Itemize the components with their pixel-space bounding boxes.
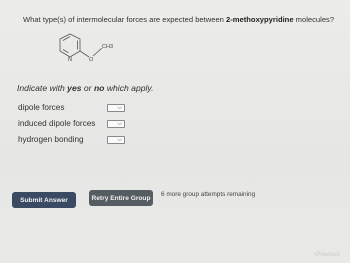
instruction-text bbox=[17, 83, 153, 93]
instruction-no: no bbox=[93, 83, 105, 93]
ring-double-bond bbox=[63, 50, 69, 53]
submit-answer-button[interactable]: Submit Answer bbox=[12, 192, 76, 208]
instruction-yes: yes bbox=[67, 83, 82, 93]
instruction-middle: or bbox=[81, 83, 94, 93]
compound-name: 2-methoxypyridine bbox=[226, 15, 294, 24]
pyridine-ring bbox=[60, 34, 80, 57]
o-ch3-bond bbox=[93, 48, 102, 56]
chevron-down-icon: ⌵ bbox=[117, 137, 122, 143]
retry-entire-group-button[interactable]: Retry Entire Group bbox=[89, 190, 153, 206]
question-prefix: What type(s) of intermolecular forces are expected between bbox=[23, 15, 227, 24]
nitrogen-label: N bbox=[68, 57, 72, 63]
option-label-induced-dipole-forces: induced dipole forces bbox=[18, 119, 96, 128]
chevron-left-icon: ‹ bbox=[314, 251, 317, 258]
previous-label: Previous bbox=[316, 252, 340, 258]
option-label-hydrogen-bonding: hydrogen bonding bbox=[18, 135, 84, 144]
select-induced-dipole-forces[interactable] bbox=[107, 120, 125, 128]
question-suffix: molecules? bbox=[293, 15, 335, 24]
question-text bbox=[23, 15, 348, 24]
instruction-suffix: which apply. bbox=[104, 83, 154, 93]
methyl-label: CH3 bbox=[102, 44, 114, 50]
previous-link[interactable] bbox=[314, 251, 340, 258]
attempts-remaining-text: 6 more group attempts remaining bbox=[161, 191, 256, 198]
chevron-down-icon: ⌵ bbox=[117, 105, 122, 111]
select-dipole-forces[interactable] bbox=[107, 104, 125, 112]
molecule-structure bbox=[56, 30, 136, 64]
oxygen-label: O bbox=[89, 57, 94, 63]
chevron-down-icon: ⌵ bbox=[117, 121, 122, 127]
select-hydrogen-bonding[interactable] bbox=[107, 136, 125, 144]
option-label-dipole-forces: dipole forces bbox=[18, 103, 65, 112]
c-o-bond bbox=[80, 51, 89, 57]
instruction-prefix: Indicate with bbox=[17, 83, 68, 93]
